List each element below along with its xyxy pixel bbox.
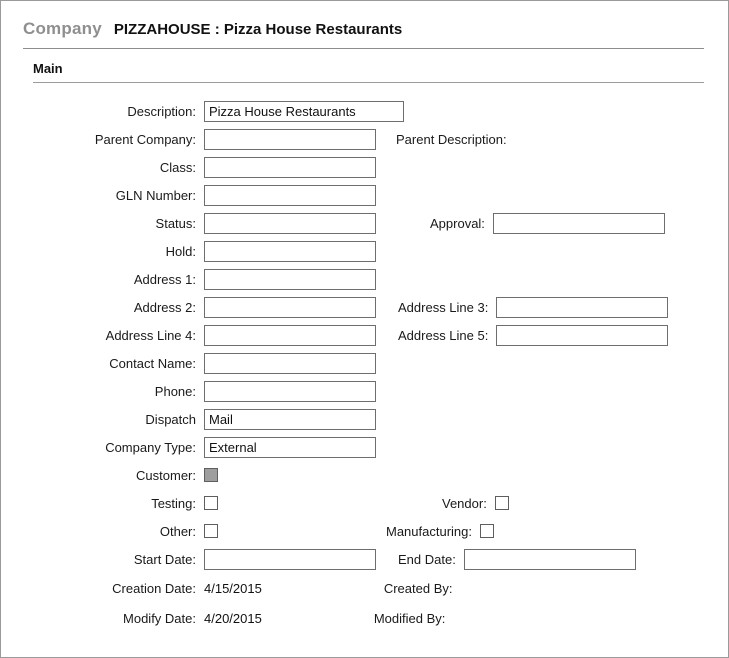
address-1-label: Address 1: [133, 271, 196, 287]
entity-type-label: Company [23, 19, 102, 38]
customer-label: Customer: [136, 467, 196, 483]
phone-input[interactable] [204, 381, 376, 402]
row-address-1 [1, 265, 728, 293]
gln-number-label: GLN Number: [115, 187, 196, 203]
vendor-checkbox[interactable] [495, 496, 509, 510]
creation-date-value: 4/15/2015 [204, 580, 262, 596]
row-dispatch [1, 405, 728, 433]
customer-checkbox[interactable] [204, 468, 218, 482]
row-address-4 [1, 321, 728, 349]
status-label: Status: [155, 215, 196, 231]
testing-checkbox[interactable] [204, 496, 218, 510]
phone-label: Phone: [154, 383, 196, 399]
row-modify-date [1, 603, 728, 633]
row-customer [1, 461, 728, 489]
tabstrip [33, 61, 704, 83]
dispatch-input[interactable] [204, 409, 376, 430]
address-line-4-label: Address Line 4: [105, 327, 196, 343]
row-contact-name [1, 349, 728, 377]
hold-label: Hold: [165, 243, 196, 259]
class-input[interactable] [204, 157, 376, 178]
status-input[interactable] [204, 213, 376, 234]
row-description [1, 97, 728, 125]
row-parent-company [1, 125, 728, 153]
hold-input[interactable] [204, 241, 376, 262]
parent-company-input[interactable] [204, 129, 376, 150]
creation-date-label: Creation Date: [112, 580, 196, 596]
manufacturing-checkbox[interactable] [480, 524, 494, 538]
tab-main[interactable]: Main [33, 61, 63, 76]
main-form [1, 97, 728, 633]
other-checkbox[interactable] [204, 524, 218, 538]
address-line-5-input[interactable] [496, 325, 668, 346]
vendor-label: Vendor: [442, 495, 487, 511]
contact-name-input[interactable] [204, 353, 376, 374]
approval-input[interactable] [493, 213, 665, 234]
window-header [1, 1, 728, 45]
modify-date-value: 4/20/2015 [204, 610, 262, 626]
row-start-end-date [1, 545, 728, 573]
address-line-3-input[interactable] [496, 297, 668, 318]
description-label: Description: [127, 103, 196, 119]
parent-company-label: Parent Company: [94, 131, 196, 147]
manufacturing-label: Manufacturing: [386, 523, 472, 539]
address-line-4-input[interactable] [204, 325, 376, 346]
end-date-input[interactable] [464, 549, 636, 570]
start-date-input[interactable] [204, 549, 376, 570]
created-by-label: Created By: [383, 580, 453, 596]
row-company-type [1, 433, 728, 461]
description-input[interactable] [204, 101, 404, 122]
class-label: Class: [159, 159, 196, 175]
start-date-label: Start Date: [133, 551, 196, 567]
end-date-label: End Date: [398, 551, 456, 567]
row-phone [1, 377, 728, 405]
row-hold [1, 237, 728, 265]
company-type-input[interactable] [204, 437, 376, 458]
row-creation-date [1, 573, 728, 603]
modified-by-label: Modified By: [373, 610, 446, 626]
row-testing-vendor [1, 489, 728, 517]
address-line-5-label: Address Line 5: [398, 327, 489, 343]
company-type-label: Company Type: [105, 439, 196, 455]
other-label: Other: [159, 523, 196, 539]
address-1-input[interactable] [204, 269, 376, 290]
row-address-2 [1, 293, 728, 321]
modify-date-label: Modify Date: [123, 610, 196, 626]
address-line-3-label: Address Line 3: [398, 299, 489, 315]
row-gln-number [1, 181, 728, 209]
contact-name-label: Contact Name: [109, 355, 196, 371]
row-other-manufacturing [1, 517, 728, 545]
header-divider [23, 48, 704, 49]
address-2-label: Address 2: [133, 299, 196, 315]
parent-description-label: Parent Description: [396, 131, 507, 147]
gln-number-input[interactable] [204, 185, 376, 206]
row-status [1, 209, 728, 237]
approval-label: Approval: [430, 215, 485, 231]
tab-divider [33, 82, 704, 83]
page-title: PIZZAHOUSE : Pizza House Restaurants [113, 21, 403, 38]
address-2-input[interactable] [204, 297, 376, 318]
row-class [1, 153, 728, 181]
testing-label: Testing: [151, 495, 196, 511]
dispatch-label: Dispatch [145, 411, 196, 427]
